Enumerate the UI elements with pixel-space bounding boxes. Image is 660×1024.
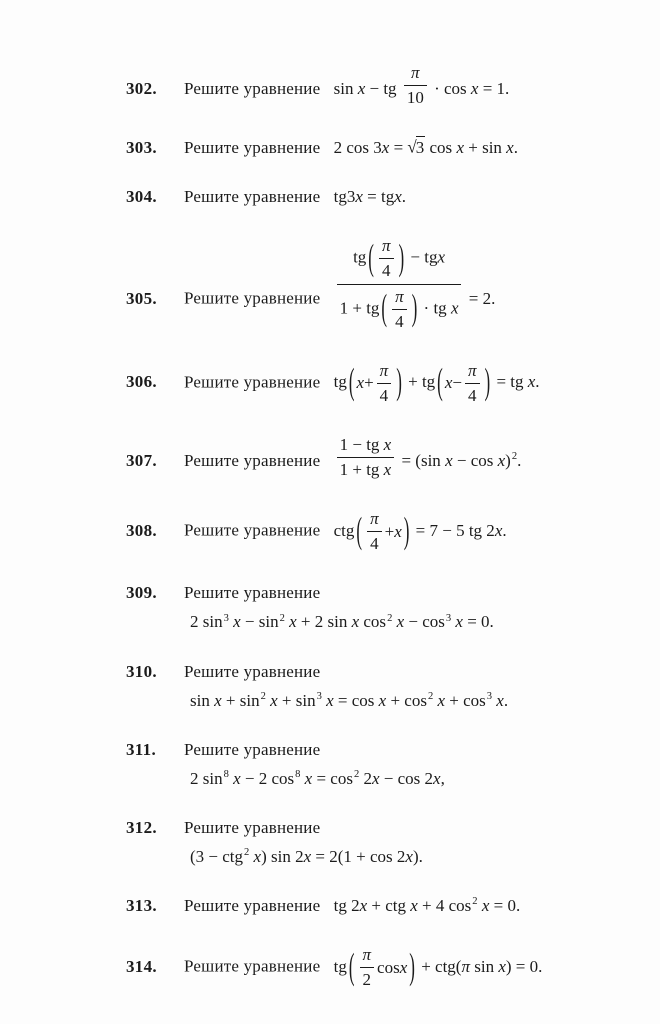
math-text: .: [535, 372, 540, 392]
math-variable: x: [394, 187, 402, 207]
superscript: 2: [279, 612, 285, 624]
math-text: 2: [359, 768, 372, 788]
math-text: 2 cos 3: [333, 138, 382, 158]
math-text: cos: [359, 612, 387, 632]
problem-prompt: Решите уравнение: [184, 896, 321, 916]
fraction: [337, 235, 462, 332]
math-variable: x: [351, 612, 360, 632]
paren-content: [388, 286, 411, 333]
numerator: [360, 944, 375, 968]
superscript: 3: [223, 612, 229, 624]
problem-equation: [190, 768, 445, 790]
math-text: 1 + tg: [339, 460, 384, 480]
radical: [407, 136, 425, 159]
math-variable: π: [395, 286, 404, 306]
math-variable: x: [321, 690, 334, 710]
math-text: 4: [381, 261, 391, 281]
problem-equation: [333, 509, 507, 554]
math-text: =: [389, 138, 408, 158]
problem-equation: [333, 945, 543, 990]
superscript: 2: [353, 769, 360, 781]
math-text: sin: [470, 956, 499, 976]
math-text: = 2.: [464, 288, 496, 308]
math-variable: x: [497, 450, 506, 470]
denominator: [337, 285, 462, 333]
math-variable: x: [494, 520, 503, 540]
parentheses: [355, 508, 410, 555]
math-text: .: [517, 450, 522, 470]
math-text: + ctg(: [416, 956, 462, 976]
close-paren: ): [398, 237, 405, 279]
problem-body: [184, 360, 540, 407]
math-variable: x: [303, 846, 312, 866]
math-text: ): [505, 450, 511, 470]
superscript: 2: [472, 896, 478, 908]
problem-row: [126, 136, 626, 159]
math-text: + cos: [386, 690, 427, 710]
close-paren: ): [411, 287, 418, 329]
problem-row: [126, 62, 626, 109]
problem-body: [184, 136, 518, 159]
close-paren: ): [396, 361, 402, 403]
math-variable: x: [399, 957, 408, 977]
math-text: = tg: [492, 372, 528, 392]
problem-body: [184, 235, 495, 332]
math-variable: x: [356, 373, 365, 393]
math-text: ).: [412, 846, 423, 866]
math-text: − cos 2: [379, 768, 434, 788]
math-text: 4: [370, 534, 379, 554]
close-paren: ): [403, 510, 410, 551]
paren-content: [375, 235, 398, 282]
math-text: = 2(1 + cos 2: [311, 846, 406, 866]
problem-equation: [190, 611, 494, 633]
problem-body: [184, 62, 509, 109]
fraction: [337, 434, 395, 481]
math-variable: x: [383, 460, 392, 480]
math-text: .: [513, 138, 518, 158]
math-text: .: [503, 690, 509, 710]
math-text: ,: [440, 768, 445, 788]
denominator: [367, 532, 382, 555]
problem-row: [126, 582, 626, 633]
numerator: [367, 508, 382, 532]
math-text: + 4 cos: [417, 896, 472, 916]
math-text: (3 − ctg: [190, 846, 244, 866]
math-variable: x: [477, 896, 490, 916]
math-variable: x: [392, 612, 405, 632]
math-variable: x: [228, 768, 241, 788]
math-variable: x: [394, 521, 402, 541]
math-variable: x: [355, 187, 363, 207]
math-text: .: [502, 520, 507, 540]
problem-number: 303.: [126, 138, 157, 158]
math-text: 4: [395, 311, 404, 331]
math-variable: x: [300, 768, 313, 788]
math-variable: x: [265, 690, 278, 710]
superscript: 2: [244, 847, 250, 859]
math-text: + sin: [221, 690, 260, 710]
math-text: = (sin: [397, 450, 446, 470]
problem-row: [126, 508, 626, 555]
problem-number: 306.: [126, 372, 157, 392]
math-variable: π: [379, 360, 389, 380]
problem-number: 313.: [126, 896, 157, 916]
problem-prompt: Решите уравнение: [184, 817, 321, 837]
problem-prompt: Решите уравнение: [184, 288, 321, 308]
parentheses: [367, 235, 405, 282]
math-variable: x: [433, 690, 445, 710]
math-text: ctg: [333, 520, 355, 540]
math-text: − cos: [404, 612, 445, 632]
math-text: 1 − tg: [339, 434, 384, 454]
math-variable: π: [362, 945, 372, 965]
problem-prompt: Решите уравнение: [184, 956, 321, 976]
problem-prompt: Решите уравнение: [184, 78, 321, 98]
superscript: 3: [445, 612, 452, 624]
open-paren: (: [348, 946, 355, 987]
math-text: = 1.: [478, 78, 510, 98]
numerator: [379, 235, 394, 259]
math-variable: π: [467, 360, 477, 380]
problem-body: [184, 661, 508, 712]
math-variable: x: [214, 690, 222, 710]
problem-row: [126, 944, 626, 991]
parentheses: [348, 360, 403, 407]
math-variable: x: [249, 846, 262, 866]
problem-body: [184, 186, 406, 208]
math-variable: x: [492, 690, 504, 710]
math-variable: x: [359, 896, 368, 916]
math-variable: x: [383, 434, 392, 454]
problem-equation: [190, 690, 508, 712]
math-text: 2 sin: [190, 768, 223, 788]
fraction: [360, 944, 375, 991]
parentheses: [348, 944, 416, 991]
problem-row: [126, 661, 626, 712]
math-variable: x: [405, 846, 413, 866]
problem-number: 305.: [126, 288, 157, 308]
math-variable: π: [381, 236, 391, 256]
problem-prompt: Решите уравнение: [184, 583, 321, 603]
open-paren: (: [368, 237, 374, 279]
problem-row: [126, 739, 626, 790]
math-text: = cos: [312, 768, 353, 788]
denominator: [404, 86, 427, 109]
problem-equation: [333, 63, 510, 108]
problem-number: 309.: [126, 583, 157, 603]
denominator: [337, 458, 395, 481]
math-variable: x: [284, 612, 297, 632]
numerator: [392, 286, 407, 310]
numerator: [465, 360, 480, 384]
math-text: = 0.: [462, 612, 494, 632]
math-text: 10: [406, 88, 424, 108]
math-variable: x: [456, 138, 464, 158]
math-text: +: [384, 521, 395, 541]
radicand: 3: [416, 136, 426, 159]
problem-body: [184, 434, 521, 481]
superscript: 2: [511, 451, 518, 463]
problem-row: [126, 817, 626, 868]
math-variable: x: [498, 956, 506, 976]
problem-prompt: Решите уравнение: [184, 661, 321, 681]
math-variable: x: [437, 247, 446, 267]
superscript: 8: [223, 769, 229, 781]
paren-content: [356, 944, 409, 991]
math-variable: x: [433, 768, 441, 788]
math-text: + sin: [463, 138, 507, 158]
problem-prompt: Решите уравнение: [184, 138, 321, 158]
problem-number: 304.: [126, 187, 157, 207]
superscript: 2: [427, 690, 434, 702]
close-paren: ): [484, 361, 491, 403]
problem-equation: [333, 360, 540, 405]
math-variable: π: [411, 63, 420, 82]
radical-sign: √: [407, 137, 417, 157]
parentheses: [380, 286, 418, 333]
problem-prompt: Решите уравнение: [184, 372, 321, 392]
numerator: [404, 62, 427, 86]
fraction: [465, 360, 480, 407]
math-text: 2: [362, 970, 372, 990]
math-text: = 7 − 5 tg 2: [411, 520, 495, 540]
problem-prompt: Решите уравнение: [184, 187, 321, 207]
problem-equation: [190, 846, 423, 868]
math-variable: x: [381, 138, 390, 158]
math-text: = tg: [362, 187, 395, 207]
math-text: cos: [425, 138, 457, 158]
parentheses: [436, 360, 491, 407]
denominator: [377, 384, 392, 407]
math-text: 4: [379, 385, 389, 405]
math-text: 4: [468, 385, 477, 405]
paren-content: [444, 360, 484, 407]
paren-content: [363, 508, 403, 555]
problem-row: [126, 360, 626, 407]
problem-number: 302.: [126, 78, 157, 98]
problem-number: 311.: [126, 739, 157, 759]
problem-row: [126, 434, 626, 481]
math-text: ) = 0.: [505, 956, 543, 976]
superscript: 3: [316, 690, 322, 702]
math-text: − cos: [452, 450, 498, 470]
numerator: [377, 360, 392, 384]
denominator: [379, 259, 394, 282]
problem-body: [184, 508, 507, 555]
math-text: = cos: [333, 690, 379, 710]
math-variable: x: [357, 78, 366, 98]
numerator: [337, 235, 462, 284]
math-text: 2 sin: [190, 612, 223, 632]
math-text: tg3: [333, 187, 356, 207]
math-text: ) sin 2: [261, 846, 304, 866]
math-text: sin: [333, 78, 358, 98]
problem-equation: [334, 187, 406, 206]
problem-number: 308.: [126, 520, 157, 540]
problem-number: 307.: [126, 450, 157, 470]
math-text: tg: [333, 956, 347, 976]
math-variable: π: [370, 509, 379, 529]
math-variable: x: [228, 612, 241, 632]
denominator: [392, 310, 407, 333]
problem-prompt: Решите уравнение: [184, 520, 321, 540]
fraction: [379, 235, 394, 282]
close-paren: ): [409, 946, 415, 987]
open-paren: (: [348, 361, 355, 403]
problem-number: 312.: [126, 817, 157, 837]
open-paren: (: [356, 510, 363, 551]
paren-content: [356, 360, 396, 407]
math-variable: x: [470, 78, 479, 98]
math-text: · tg: [419, 298, 451, 318]
math-variable: x: [444, 373, 453, 393]
math-variable: x: [410, 896, 418, 916]
math-variable: x: [506, 138, 514, 158]
denominator: [360, 968, 375, 991]
superscript: 8: [295, 769, 301, 781]
math-variable: x: [378, 690, 387, 710]
problem-number: 314.: [126, 956, 157, 976]
problem-row: [126, 186, 626, 208]
problem-prompt: Решите уравнение: [184, 450, 321, 470]
problem-equation: [334, 434, 522, 480]
math-text: sin: [190, 690, 215, 710]
math-text: + ctg: [367, 896, 411, 916]
math-text: tg: [333, 372, 347, 392]
open-paren: (: [381, 287, 388, 329]
problem-number: 310.: [126, 661, 157, 681]
math-text: 1 + tg: [339, 298, 380, 318]
math-text: − sin: [240, 612, 279, 632]
problem-body: [184, 944, 542, 991]
fraction: [367, 508, 382, 555]
math-text: +: [364, 373, 374, 393]
denominator: [465, 384, 480, 407]
math-text: −: [452, 373, 462, 393]
math-variable: π: [461, 956, 470, 976]
math-variable: x: [450, 298, 459, 318]
problem-row: [126, 235, 626, 332]
math-text: + cos: [445, 690, 486, 710]
math-variable: x: [445, 450, 453, 470]
problem-equation: [334, 236, 496, 331]
math-text: cos: [377, 957, 400, 977]
problem-list: [126, 62, 626, 991]
math-text: + 2 sin: [296, 612, 352, 632]
math-variable: x: [451, 612, 463, 632]
fraction: [392, 286, 407, 333]
math-variable: x: [527, 372, 536, 392]
superscript: 2: [260, 690, 266, 702]
math-text: + sin: [277, 690, 316, 710]
math-text: tg 2: [333, 896, 360, 916]
math-variable: x: [371, 768, 380, 788]
problem-body: [184, 582, 494, 633]
superscript: 3: [486, 690, 493, 702]
fraction: [377, 360, 392, 407]
problem-row: [126, 895, 626, 917]
math-text: − tg: [406, 247, 438, 267]
superscript: 2: [387, 612, 393, 624]
problem-body: [184, 895, 520, 917]
problem-prompt: Решите уравнение: [184, 739, 321, 759]
math-text: − 2 cos: [240, 768, 295, 788]
math-text: − tg: [365, 78, 401, 98]
problem-body: [184, 739, 445, 790]
problem-equation: [334, 896, 521, 915]
numerator: [337, 434, 395, 458]
problem-body: [184, 817, 423, 868]
math-text: = 0.: [489, 896, 521, 916]
open-paren: (: [437, 361, 443, 403]
math-text: .: [401, 187, 406, 207]
math-text: + tg: [403, 372, 436, 392]
problem-equation: [334, 138, 518, 157]
fraction: [404, 62, 427, 109]
math-text: · cos: [429, 78, 471, 98]
math-text: tg: [353, 247, 367, 267]
